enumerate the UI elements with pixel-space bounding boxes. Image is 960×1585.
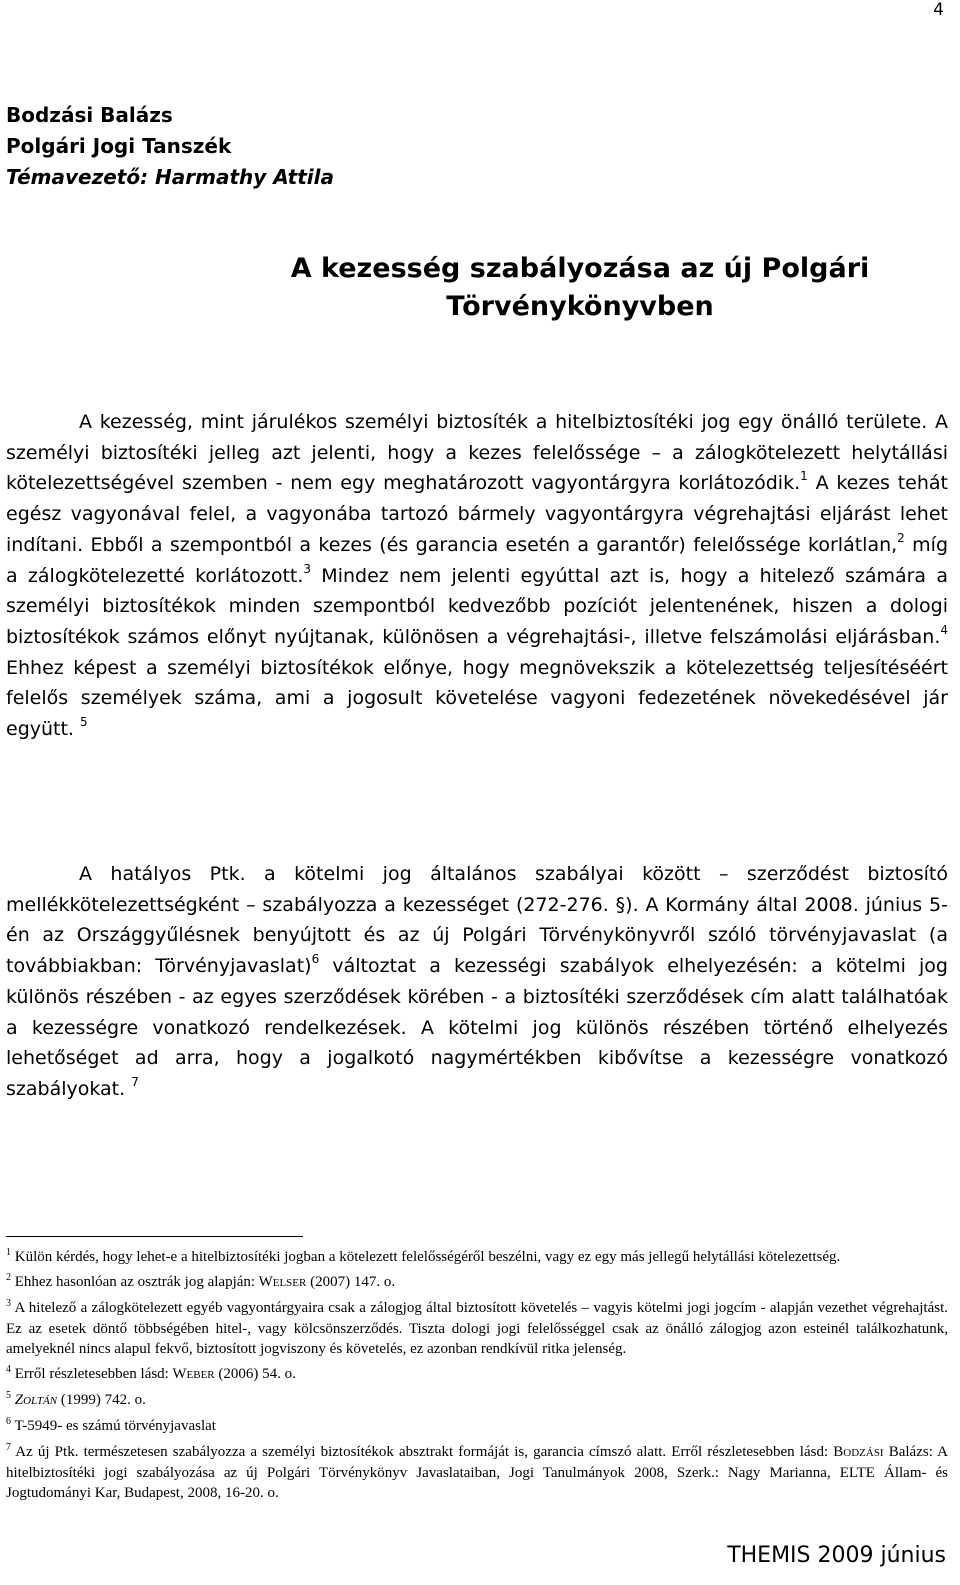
footnote-ref-1[interactable]: 1 bbox=[800, 469, 808, 484]
footnote-ref-3[interactable]: 3 bbox=[303, 561, 312, 576]
footnote-text: Külön kérdés, hogy lehet-e a hitelbiztosítéki jogban a kötelezett felelősségéről beszélni, vagy ez egy más jellegű helytállási kötelezettség. bbox=[11, 1249, 841, 1265]
footnote-number: 6 bbox=[6, 1416, 11, 1428]
advisor: Témavezető: Harmathy Attila bbox=[6, 165, 334, 189]
footnote-text: Balázs: A hitelbiztosítéki jogi szabályozása az új Polgári Törvénykönyv Javaslataiban, Jogi Tanulmányok 2008, Szerk.: Nagy Marianna, ELTE Állam- és Jogtudományi Kar, Budapest, 2008, 16-20. o. bbox=[6, 1443, 949, 1502]
footnote-number: 2 bbox=[6, 1272, 11, 1284]
footnote-text: (1999) 742. o. bbox=[57, 1392, 146, 1409]
paragraph-text: míg a zálogkötelezetté korlátozott. bbox=[6, 533, 949, 587]
author-block bbox=[6, 100, 334, 193]
paragraph-text: Mindez nem jelenti egyúttal azt is, hogy a hitelező számára a személyi biztosítékok minden szempontból kedvezőbb pozíciót jelentenének, hiszen a dologi biztosítékok számos előnyt nyújtanak, különösen a végrehajtási-, illetve felszámolási eljárásban. bbox=[6, 564, 948, 648]
footnote-number: 3 bbox=[6, 1298, 11, 1310]
footnote-text: Erről részletesebben lásd: bbox=[11, 1366, 173, 1383]
footnote-number: 1 bbox=[6, 1247, 11, 1258]
title-line-1: A kezesség szabályozása az új Polgári bbox=[290, 253, 870, 284]
author-smallcaps-initial: W bbox=[258, 1274, 273, 1291]
author-name: Bodzási Balázs bbox=[6, 103, 173, 127]
author-smallcaps-initial: Z bbox=[14, 1392, 24, 1409]
footnote-5 bbox=[6, 1390, 948, 1411]
paragraph-text: változtat a kezességi szabályok elhelyezésén: a kötelmi jog különös részében - az egyes szerződések körében - a biztosítéki szerződések cím alatt találhatóak a kezességre vonatkozó rendelkezések. A kötelmi jog különös részében történő elhelyezés lehetőséget ad arra, hogy a jogalkotó nagymértékben kibővítse a kezességre vonatkozó szabályokat. bbox=[6, 955, 948, 1100]
footnote-6 bbox=[6, 1416, 948, 1436]
footnote-ref-6[interactable]: 6 bbox=[311, 952, 320, 967]
footnote-ref-5[interactable]: 5 bbox=[80, 715, 88, 730]
footnote-number: 7 bbox=[6, 1441, 11, 1453]
footnote-ref-4[interactable]: 4 bbox=[940, 622, 948, 637]
body-paragraph-1 bbox=[6, 407, 948, 745]
footnote-separator bbox=[6, 1236, 303, 1237]
author-smallcaps-rest: ELSER bbox=[272, 1277, 307, 1290]
author-smallcaps-rest: EBER bbox=[186, 1369, 215, 1382]
journal-footer: THEMIS 2009 június bbox=[727, 1543, 946, 1568]
footnote-2 bbox=[6, 1272, 948, 1293]
footnote-number: 5 bbox=[6, 1390, 11, 1402]
paragraph-text: Ehhez képest a személyi biztosítékok előnye, hogy megnövekszik a kötelezettség teljesítéséért felelős személyek száma, ami a jogosult követelése vagyoni fedezetének növekedésével jár együtt. bbox=[6, 656, 948, 741]
author-smallcaps-rest: OLTÁN bbox=[23, 1395, 58, 1408]
paragraph-text: A kezesség, mint járulékos személyi biztosíték a hitelbiztosítéki jog egy önálló területe. A személyi biztosítéki jelleg azt jelenti, hogy a kezes felelőssége – a zálogkötelezett helytállási kötelezettségével szemben - nem egy meghatározott vagyontárgyra korlátozódik. bbox=[6, 411, 948, 495]
department: Polgári Jogi Tanszék bbox=[6, 134, 232, 158]
footnote-4 bbox=[6, 1364, 948, 1385]
footnote-text: (2007) 147. o. bbox=[306, 1274, 396, 1291]
footnote-ref-7[interactable]: 7 bbox=[131, 1074, 139, 1089]
footnote-text: Ehhez hasonlóan az osztrák jog alapján: bbox=[11, 1274, 259, 1291]
paragraph-text: A kezes tehát egész vagyonával felel, a vagyonába tartozó bármely vagyontárgyra végrehajtási eljárást lehet indítani. Ebből a szempontból a kezes (és garancia esetén a garantőr) felelőssége korlátlan, bbox=[6, 472, 948, 556]
body-paragraph-2 bbox=[6, 859, 948, 1105]
footnote-7 bbox=[6, 1442, 948, 1504]
footnote-number: 4 bbox=[6, 1364, 11, 1376]
paragraph-text: A hatályos Ptk. a kötelmi jog általános szabályai között – szerződést biztosító mellékkötelezettségként – szabályozza a kezességet (272-276. §). A Kormány által 2008. június 5-én az Országgyűlésnek benyújtott és az új Polgári Törvénykönyvről szóló törvényjavaslat (a továbbiakban: Törvényjavaslat) bbox=[6, 863, 948, 978]
footnote-3 bbox=[6, 1298, 948, 1359]
footnote-text: T-5949- es számú törvényjavaslat bbox=[11, 1418, 216, 1435]
page-number: 4 bbox=[933, 0, 944, 20]
document-title bbox=[0, 250, 960, 326]
footnote-1 bbox=[6, 1247, 948, 1267]
footnote-ref-2[interactable]: 2 bbox=[897, 530, 905, 545]
author-smallcaps-initial: W bbox=[172, 1366, 187, 1383]
title-line-2: Törvénykönyvben bbox=[446, 291, 714, 322]
footnote-text: Az új Ptk. természetesen szabályozza a személyi biztosítékok absztrakt formáját is, garancia címszó alatt. Erről részletesebben lásd: bbox=[11, 1443, 834, 1460]
author-smallcaps-initial: B bbox=[833, 1443, 844, 1460]
author-smallcaps-rest: ODZÁSI bbox=[843, 1446, 884, 1459]
footnotes bbox=[6, 1247, 948, 1508]
footnote-text: A hitelező a zálogkötelezett egyéb vagyontárgyaira csak a zálogjog által biztosított követelés – vagyis kötelmi jogi jogcím - alapján vezethet végrehajtást. Ez az esetek döntő többségében hitel-, vagy kölcsönszerződés. Tiszta dologi jogi felelősséggel csak az önálló zálogjog azon esteinél találkozhatunk, amelyeknél nincs alapul fekvő, biztosított jogviszony és követelés, ez azonban rendkívül ritka jelenség. bbox=[6, 1300, 948, 1357]
footnote-text: (2006) 54. o. bbox=[214, 1366, 296, 1383]
